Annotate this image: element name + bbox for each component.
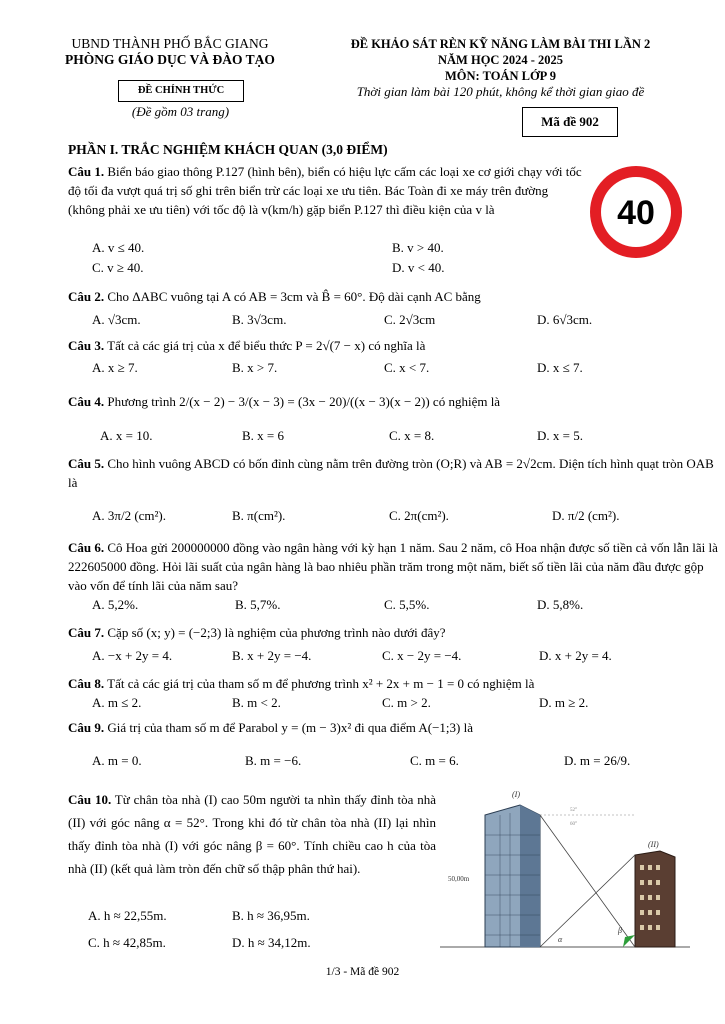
option-c[interactable]: C. x − 2y = −4. [382,648,462,663]
sign-value: 40 [617,194,655,232]
question-4 [68,392,723,411]
buildings-figure [440,785,690,955]
options-q4 [92,428,692,448]
question-text: Phương trình 2/(x − 2) − 3/(x − 3) = (3x − 20)/((x − 3)(x − 2)) có nghiệm là [107,394,501,409]
option-d[interactable]: D. h ≈ 34,12m. [232,935,311,950]
label-alpha: α [558,935,563,944]
options-q1b [92,260,692,280]
options-q10 [88,908,432,928]
option-c[interactable]: C. v ≥ 40. [92,260,144,275]
org-line1: UBND THÀNH PHỐ BẮC GIANG [71,36,269,51]
option-b[interactable]: B. π(cm²). [232,508,286,523]
option-a[interactable]: A. m = 0. [92,753,142,768]
options-q8 [92,695,692,715]
question-text: Cô Hoa gửi 200000000 đồng vào ngân hàng với kỳ hạn 1 năm. Sau 2 năm, cô Hoa nhận được số tiền cả vốn lẫn lãi là 222605000 đồng. Hỏi lãi suất của ngân hàng là bao nhiêu phần trăm trong một năm, biết số tiền lãi của năm đầu được gộp vào vốn để tính lãi của năm sau? [68,540,718,593]
question-text: Cặp số (x; y) = (−2;3) là nghiệm của phương trình nào dưới đây? [107,625,446,640]
question-text: Cho hình vuông ABCD có bốn đỉnh cùng nằm trên đường tròn (O;R) và AB = 2√2cm. Diện tích hình quạt tròn OAB là [68,456,714,490]
building-1-side [520,805,540,947]
option-a[interactable]: A. 3π/2 (cm²). [92,508,167,523]
option-d[interactable]: D. π/2 (cm²). [552,508,620,523]
option-d[interactable]: D. 6√3cm. [537,312,593,327]
question-10 [68,788,436,880]
option-b[interactable]: B. m = −6. [245,753,302,768]
question-5 [68,454,723,492]
part-title: PHẦN I. TRẮC NGHIỆM KHÁCH QUAN (3,0 ĐIỂM) [68,142,388,157]
option-a[interactable]: A. −x + 2y = 4. [92,648,173,663]
option-b[interactable]: B. x + 2y = −4. [232,648,312,663]
options-q10b [88,935,432,955]
option-c[interactable]: C. x < 7. [384,360,430,375]
page-footer: 1/3 - Mã đề 902 [325,966,400,978]
question-7 [68,623,723,642]
options-q5 [92,508,692,528]
option-d[interactable]: D. m ≥ 2. [539,695,589,710]
option-c[interactable]: C. h ≈ 42,85m. [88,935,166,950]
beta-angle-mark [623,935,635,947]
options-q6 [92,597,692,617]
option-c[interactable]: C. m = 6. [410,753,459,768]
option-b[interactable]: B. 3√3cm. [232,312,287,327]
option-b[interactable]: B. m < 2. [232,695,281,710]
time-note: Thời gian làm bài 120 phút, không kể thời gian giao đề [356,84,645,99]
question-text: Cho ΔABC vuông tại A có AB = 3cm và B̂ = 60°. Độ dài cạnh AC bằng [107,289,481,304]
option-c[interactable]: C. 2√3cm [384,312,436,327]
label-small1: 52° [570,808,577,813]
option-a[interactable]: A. h ≈ 22,55m. [88,908,167,923]
question-label: Câu 8. [68,676,105,691]
options-q9 [92,753,692,773]
question-8 [68,674,723,693]
option-a[interactable]: A. v ≤ 40. [92,240,145,255]
pages-note: (Đề gồm 03 trang) [131,104,230,119]
option-d[interactable]: D. 5,8%. [537,597,584,612]
official-label: ĐỀ CHÍNH THỨC [118,80,244,102]
org-header [40,36,300,68]
options-q7 [92,648,692,668]
option-a[interactable]: A. 5,2%. [92,597,139,612]
question-1 [68,162,588,219]
option-b[interactable]: B. 5,7%. [235,597,281,612]
question-3 [68,336,723,355]
options-q2 [92,312,692,332]
question-text: Giá trị của tham số m để Parabol y = (m − 3)x² đi qua điểm A(−1;3) là [107,720,473,735]
subject: MÔN: TOÁN LỚP 9 [444,69,556,83]
option-c[interactable]: C. 5,5%. [384,597,430,612]
options-q3 [92,360,692,380]
question-label: Câu 5. [68,456,105,471]
option-c[interactable]: C. 2π(cm²). [389,508,449,523]
option-b[interactable]: B. x > 7. [232,360,278,375]
label-small2: 60° [570,822,577,827]
question-label: Câu 4. [68,394,105,409]
label-beta: β [618,926,622,935]
option-d[interactable]: D. x + 2y = 4. [539,648,612,663]
option-a[interactable]: A. x = 10. [100,428,153,443]
question-label: Câu 3. [68,338,105,353]
question-label: Câu 9. [68,720,105,735]
question-text: Tất cả các giá trị của x để biểu thức P = 2√(7 − x) có nghĩa là [107,338,426,353]
exam-header [318,36,683,100]
exam-title: ĐỀ KHẢO SÁT RÈN KỸ NĂNG LÀM BÀI THI LẦN 2 [350,37,651,51]
school-year: NĂM HỌC 2024 - 2025 [438,53,563,67]
option-b[interactable]: B. h ≈ 36,95m. [232,908,310,923]
option-d[interactable]: D. m = 26/9. [564,753,631,768]
option-a[interactable]: A. √3cm. [92,312,141,327]
option-b[interactable]: B. v > 40. [392,240,444,255]
option-c[interactable]: C. m > 2. [382,695,431,710]
question-label: Câu 10. [68,792,112,807]
question-text: Tất cả các giá trị của tham số m để phương trình x² + 2x + m − 1 = 0 có nghiệm là [107,676,535,691]
question-label: Câu 7. [68,625,105,640]
label-building-1: (I) [512,790,520,799]
question-6 [68,538,723,595]
question-text: Từ chân tòa nhà (I) cao 50m người ta nhìn thấy đỉnh tòa nhà (II) với góc nâng α = 52°. Trong khi đó từ chân tòa nhà (II) lại nhìn thấy đỉnh tòa nhà (I) với góc nâng β = 60°. Tính chiều cao h của tòa nhà (II) (kết quả làm tròn đến chữ số thập phân thứ hai). [68,792,436,876]
label-building-2: (II) [648,840,659,849]
question-label: Câu 1. [68,164,105,179]
label-height: 50,00m [448,875,470,883]
question-label: Câu 6. [68,540,105,555]
question-2 [68,287,723,306]
question-9 [68,718,723,737]
option-d[interactable]: D. v < 40. [392,260,445,275]
org-line2: PHÒNG GIÁO DỤC VÀ ĐÀO TẠO [65,52,275,67]
exam-code: Mã đề 902 [522,107,618,137]
option-c[interactable]: C. x = 8. [389,428,435,443]
option-a[interactable]: A. m ≤ 2. [92,695,142,710]
option-b[interactable]: B. x = 6 [242,428,285,443]
options-q1 [92,240,692,260]
question-label: Câu 2. [68,289,105,304]
option-a[interactable]: A. x ≥ 7. [92,360,138,375]
option-d[interactable]: D. x = 5. [537,428,583,443]
question-text: Biển báo giao thông P.127 (hình bên), biển có hiệu lực cấm các loại xe cơ giới chạy với tốc độ tối đa vượt quá trị số ghi trên biển trừ các loại xe ưu tiên. Bác Toàn đi xe máy trên đường (không phải xe ưu tiên) với tốc độ là v(km/h) gặp biển P.127 thì điều kiện của v là [68,164,582,217]
option-d[interactable]: D. x ≤ 7. [537,360,583,375]
